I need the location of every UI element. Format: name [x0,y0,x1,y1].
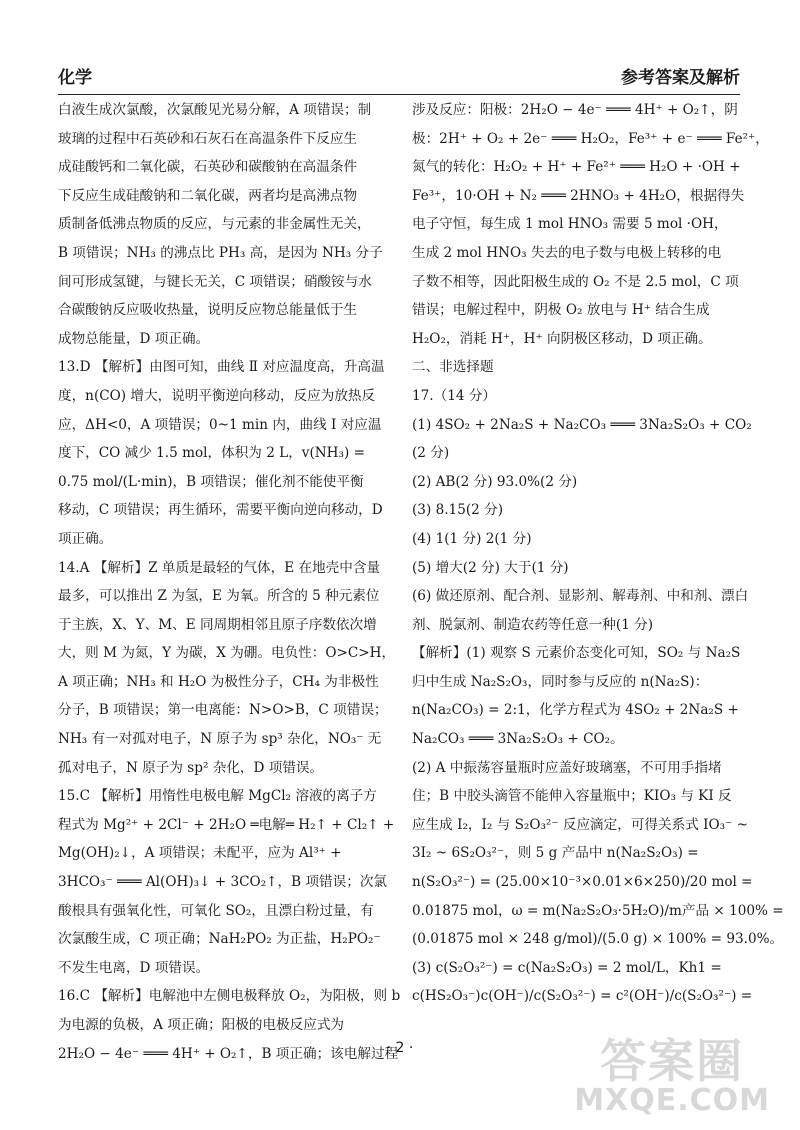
watermark-text: 答案圈 [600,1034,745,1088]
left-column-line: A 项正确；NH₃ 和 H₂O 为极性分子，CH₄ 为非极性 [58,673,379,690]
right-column-line: n(Na₂CO₃) = 2:1，化学方程式为 4SO₂ + 2Na₂S + [412,702,739,719]
right-column-line: (2) AB(2 分) 93.0%(2 分) [412,473,578,490]
left-column-line: 孤对电子，N 原子为 sp² 杂化，D 项错误。 [58,759,324,776]
right-column-line: 17.（14 分） [412,387,497,404]
left-column-line: 成硅酸钙和二氧化碳，石英砂和碳酸钠在高温条件 [58,159,358,176]
left-column-line: 度下，CO 减少 1.5 mol，体积为 2 L，v(NH₃) = [58,445,366,462]
right-column-line: H₂O₂，消耗 H⁺，H⁺ 向阴极区移动，D 项正确。 [412,330,712,347]
left-column-line: 16.C 【解析】电解池中左侧电极释放 O₂，为阳极，则 b [58,988,401,1005]
subject-title: 化学 [58,68,92,88]
left-column [58,96,401,1068]
right-column-line: 应生成 I₂，I₂ 与 S₂O₃²⁻ 反应滴定，可得关系式 IO₃⁻ ~ [412,816,748,833]
page-number: · 2 · [386,1040,414,1056]
right-column [412,96,784,1011]
left-column-line: 于主族，X、Y、M、E 同周期相邻且原子序数依次增 [58,616,377,633]
left-column-line: 程式为 Mg²⁺ + 2Cl⁻ + 2H₂O ═电解═ H₂↑ + Cl₂↑ + [58,816,395,833]
watermark-logo [574,1025,770,1118]
left-column-line: 玻璃的过程中石英砂和石灰石在高温条件下反应生 [58,130,358,147]
right-column-line: 子数不相等，因此阳极生成的 O₂ 不是 2.5 mol，C 项 [412,273,739,290]
left-column-line: 应，ΔH<0，A 项错误；0~1 min 内，曲线 Ⅰ 对应温 [58,416,382,433]
right-column-line: (6) 做还原剂、配合剂、显影剂、解毒剂、中和剂、漂白 [412,588,749,605]
right-column-line: Na₂CO₃ ═══ 3Na₂S₂O₃ + CO₂。 [412,731,624,748]
right-column-line: (2 分) [412,445,450,462]
left-column-line: 酸根具有强氧化性，可氧化 SO₂，且漂白粉过量，有 [58,902,374,919]
right-column-line: 【解析】(1) 观察 S 元素价态变化可知，SO₂ 与 Na₂S [412,645,741,662]
left-column-line: 15.C 【解析】用惰性电极电解 MgCl₂ 溶液的离子方 [58,788,377,805]
left-column-line: 分子，B 项错误；第一电离能：N>O>B，C 项错误； [58,702,388,719]
watermark-url: MXQE.COM [574,1083,770,1118]
left-column-line: 13.D 【解析】由图可知，曲线 Ⅱ 对应温度高，升高温 [58,359,385,376]
right-column-line: 生成 2 mol HNO₃ 失去的电子数与电极上转移的电 [412,244,722,261]
right-column-line: 错误；电解过程中，阴极 O₂ 放电与 H⁺ 结合生成 [412,302,710,319]
left-column-line: 次氯酸生成，C 项正确；NaH₂PO₂ 为正盐，H₂PO₂⁻ [58,931,381,948]
left-column-line: 最多，可以推出 Z 为氢，E 为氧。所含的 5 种元素位 [58,588,380,605]
left-column-line: 项正确。 [58,530,113,547]
page-header [58,48,740,95]
left-column-line: 间可形成氢键，与键长无关，C 项错误；硝酸铵与水 [58,273,372,290]
left-column-line: 2H₂O − 4e⁻ ═══ 4H⁺ + O₂↑，B 项正确；该电解过程 [58,1045,399,1062]
left-column-line: 白液生成次氯酸，次氯酸见光易分解，A 项错误；制 [58,102,372,118]
right-column-line: Fe³⁺，10·OH + N₂ ═══ 2HNO₃ + 4H₂O，根据得失 [412,187,745,204]
right-column-line: 电子守恒，每生成 1 mol HNO₃ 需要 5 mol ·OH， [412,216,728,233]
right-column-line: 剂、脱氯剂、制造农药等任意一种(1 分) [412,616,654,633]
right-column-line: c(HS₂O₃⁻)c(OH⁻)/c(S₂O₃²⁻) = c²(OH⁻)/c(S₂O₃²⁻) = [412,988,753,1005]
right-column-line: (3) c(S₂O₃²⁻) = c(Na₂S₂O₃) = 2 mol/L，Kh1 = [412,959,722,976]
right-column-line: 极：2H⁺ + O₂ + 2e⁻ ═══ H₂O₂，Fe³⁺ + e⁻ ═══ Fe²⁺， [412,130,769,147]
right-column-line: 3I₂ ~ 6S₂O₃²⁻，则 5 g 产品中 n(Na₂S₂O₃) = [412,845,699,862]
left-column-line: 下反应生成硅酸钠和二氧化碳，两者均是高沸点物 [58,187,358,204]
left-column-line: 大，则 M 为氮，Y 为碳，X 为硼。电负性：O>C>H， [58,645,396,662]
left-column-line: 度，n(CO) 增大，说明平衡逆向移动，反应为放热反 [58,387,376,404]
right-column-line: (2) A 中振荡容量瓶时应盖好玻璃塞，不可用手指堵 [412,759,722,776]
right-column-line: (1) 4SO₂ + 2Na₂S + Na₂CO₃ ═══ 3Na₂S₂O₃ + CO₂ [412,416,752,433]
left-column-line: 为电源的负极，A 项正确；阳极的电极反应式为 [58,1017,345,1033]
right-column-line: (4) 1(1 分) 2(1 分) [412,530,532,547]
right-column-line: 氮气的转化：H₂O₂ + H⁺ + Fe²⁺ ═══ H₂O + ·OH + [412,159,741,176]
right-column-line: 0.01875 mol，ω = m(Na₂S₂O₃·5H₂O)/m产品 × 100% = [412,902,784,919]
right-column-line: 二、非选择题 [412,359,494,376]
right-column-line: 涉及反应：阳极：2H₂O − 4e⁻ ═══ 4H⁺ + O₂↑，阴 [412,102,738,118]
right-column-line: (0.01875 mol × 248 g/mol)/(5.0 g) × 100% = 93.0%。 [412,931,784,948]
left-column-line: 合碳酸钠反应吸收热量，说明反应物总能量低于生 [58,302,358,319]
right-column-line: 住；B 中胶头滴管不能伸入容量瓶中；KIO₃ 与 KI 反 [412,788,732,805]
section-title: 参考答案及解析 [621,68,740,88]
left-column-line: 0.75 mol/(L·min)，B 项错误；催化剂不能使平衡 [58,473,364,490]
right-column-line: (5) 增大(2 分) 大于(1 分) [412,559,569,576]
left-column-line: 3HCO₃⁻ ═══ Al(OH)₃↓ + 3CO₂↑，B 项错误；次氯 [58,874,388,891]
left-column-line: NH₃ 有一对孤对电子，N 原子为 sp³ 杂化，NO₃⁻ 无 [58,731,382,748]
left-column-line: Mg(OH)₂↓，A 项错误；未配平，应为 Al³⁺ + [58,845,342,862]
left-column-line: 成物总能量，D 项正确。 [58,330,210,347]
left-column-line: 14.A 【解析】Z 单质是最轻的气体，E 在地壳中含量 [58,559,381,576]
left-column-line: B 项错误；NH₃ 的沸点比 PH₃ 高，是因为 NH₃ 分子 [58,244,383,261]
left-column-line: 不发生电离，D 项错误。 [58,959,210,976]
left-column-line: 移动，C 项错误；再生循环，需要平衡向逆向移动，D [58,502,383,519]
right-column-line: (3) 8.15(2 分) [412,502,504,519]
left-column-line: 质制备低沸点物质的反应，与元素的非金属性无关， [58,216,371,233]
right-column-line: 归中生成 Na₂S₂O₃，同时参与反应的 n(Na₂S)： [412,673,709,690]
right-column-line: n(S₂O₃²⁻) = (25.00×10⁻³×0.01×6×250)/20 mol = [412,874,753,891]
